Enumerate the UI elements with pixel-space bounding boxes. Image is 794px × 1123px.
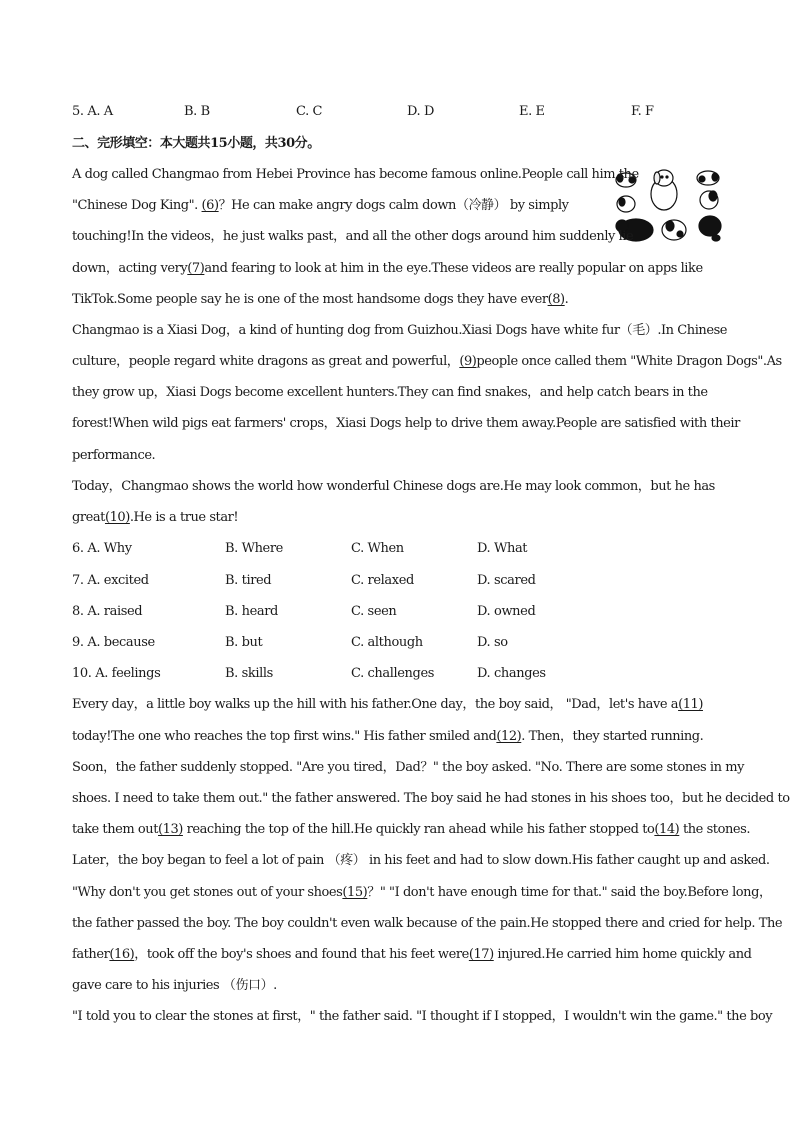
q10-option-d[interactable]: D. changes (477, 666, 546, 681)
passage1-line5: TikTok.Some people say he is one of the most handsome dogs they have ever(8). (72, 292, 569, 307)
q5-option-f: F. F (631, 104, 654, 119)
blank-8[interactable]: (8) (547, 292, 565, 307)
q9-option-a[interactable]: 9. A. because (72, 635, 155, 650)
passage2-line5: performance. (72, 448, 156, 463)
passage2-line4: forest!When wild pigs eat farmers' crops，Xiasi Dogs help to drive them away.People are satisfied with their (72, 416, 740, 431)
passage4-line4: shoes. I need to take them out." the father answered. The boy said he had stones in his shoes too，but he decided to (72, 791, 790, 806)
passage4-line9: father(16)，took off the boy's shoes and found that his feet were(17) injured.He carried him home quickly and (72, 947, 752, 962)
passage4-line6: Later，the boy began to feel a lot of pain （疼） in his feet and had to slow down.His father caught up and asked. (72, 853, 770, 868)
q9-option-b[interactable]: B. but (225, 635, 263, 650)
q5-option-b: B. B (184, 104, 210, 119)
blank-7[interactable]: (7) (187, 261, 205, 276)
q8-option-d[interactable]: D. owned (477, 604, 536, 619)
blank-17[interactable]: (17) (468, 947, 494, 962)
blank-16[interactable]: (16) (109, 947, 135, 962)
blank-14[interactable]: (14) (654, 822, 680, 837)
passage4-line8: the father passed the boy. The boy couldn't even walk because of the pain.He stopped there and cried for help. The (72, 916, 783, 931)
q7-option-c[interactable]: C. relaxed (351, 573, 414, 588)
passage4-line1: Every day，a little boy walks up the hill with his father.One day，the boy said， "Dad，let's have a(11) (72, 697, 703, 712)
q7-option-b[interactable]: B. tired (225, 573, 272, 588)
q5-option-e: E. E (519, 104, 545, 119)
passage4-line11: "I told you to clear the stones at first，" the father said. "I thought if I stopped，I wouldn't win the game." the boy (72, 1009, 773, 1024)
blank-13[interactable]: (13) (158, 822, 183, 837)
q9-option-d[interactable]: D. so (477, 635, 508, 650)
passage1-line4: down，acting very(7)and fearing to look at him in the eye.These videos are really popular on apps like (72, 261, 703, 276)
q8-option-a[interactable]: 8. A. raised (72, 604, 143, 619)
q7-option-a[interactable]: 7. A. excited (72, 573, 149, 588)
blank-9[interactable]: (9) (459, 354, 477, 369)
passage3-line2: great(10).He is a true star! (72, 510, 239, 525)
passage4-line2: today!The one who reaches the top first wins." His father smiled and(12). Then，they started running. (72, 729, 704, 744)
q9-option-c[interactable]: C. although (351, 635, 423, 650)
q8-option-c[interactable]: C. seen (351, 604, 397, 619)
q5-option-c: C. C (296, 104, 323, 119)
passage4-line3: Soon，the father suddenly stopped. "Are you tired，Dad？" the boy asked. "No. There are some stones in my (72, 760, 744, 775)
blank-6[interactable]: (6) (201, 198, 219, 213)
q6-option-c[interactable]: C. When (351, 541, 404, 556)
passage2-line3: they grow up，Xiasi Dogs become excellent hunters.They can find snakes，and help catch bears in the (72, 385, 708, 400)
q6-option-a[interactable]: 6. A. Why (72, 541, 132, 556)
passage1-line3: touching!In the videos，he just walks past，and all the other dogs around him suddenly lie (72, 229, 634, 244)
q8-option-b[interactable]: B. heard (225, 604, 278, 619)
passage1-line2: "Chinese Dog King". (6)？He can make angry dogs calm down（冷静） by simply (72, 198, 569, 213)
q10-option-c[interactable]: C. challenges (351, 666, 435, 681)
blank-12[interactable]: (12) (496, 729, 522, 744)
passage4-line7: "Why don't you get stones out of your shoes(15)？" "I don't have enough time for that." said the boy.Before long， (72, 885, 772, 900)
passage2-line2: culture，people regard white dragons as great and powerful，(9)people once called them "White Dragon Dogs".As (72, 354, 782, 369)
q10-option-b[interactable]: B. skills (225, 666, 273, 681)
q10-option-a[interactable]: 10. A. feelings (72, 666, 161, 681)
blank-11[interactable]: (11) (678, 697, 703, 712)
passage4-line5: take them out(13) reaching the top of the hill.He quickly ran ahead while his father stopped to(14) the stones. (72, 822, 751, 837)
passage1-line1: A dog called Changmao from Hebei Province has become famous online.People call him the (72, 167, 639, 182)
section-heading: 二、完形填空：本大题共15小题，共30分。 (72, 136, 320, 151)
passage4-line10: gave care to his injuries （伤口）. (72, 978, 277, 993)
q6-option-b[interactable]: B. Where (225, 541, 283, 556)
blank-10[interactable]: (10) (104, 510, 130, 525)
q5-option-d: D. D (407, 104, 435, 119)
blank-15[interactable]: (15) (342, 885, 368, 900)
q7-option-d[interactable]: D. scared (477, 573, 536, 588)
q5-option-a: 5. A. A (72, 104, 113, 119)
passage2-line1: Changmao is a Xiasi Dog，a kind of hunting dog from Guizhou.Xiasi Dogs have white fur（毛）.In Chinese (72, 323, 728, 338)
q6-option-d[interactable]: D. What (477, 541, 528, 556)
passage3-line1: Today，Changmao shows the world how wonderful Chinese dogs are.He may look common，but he has (72, 479, 715, 494)
